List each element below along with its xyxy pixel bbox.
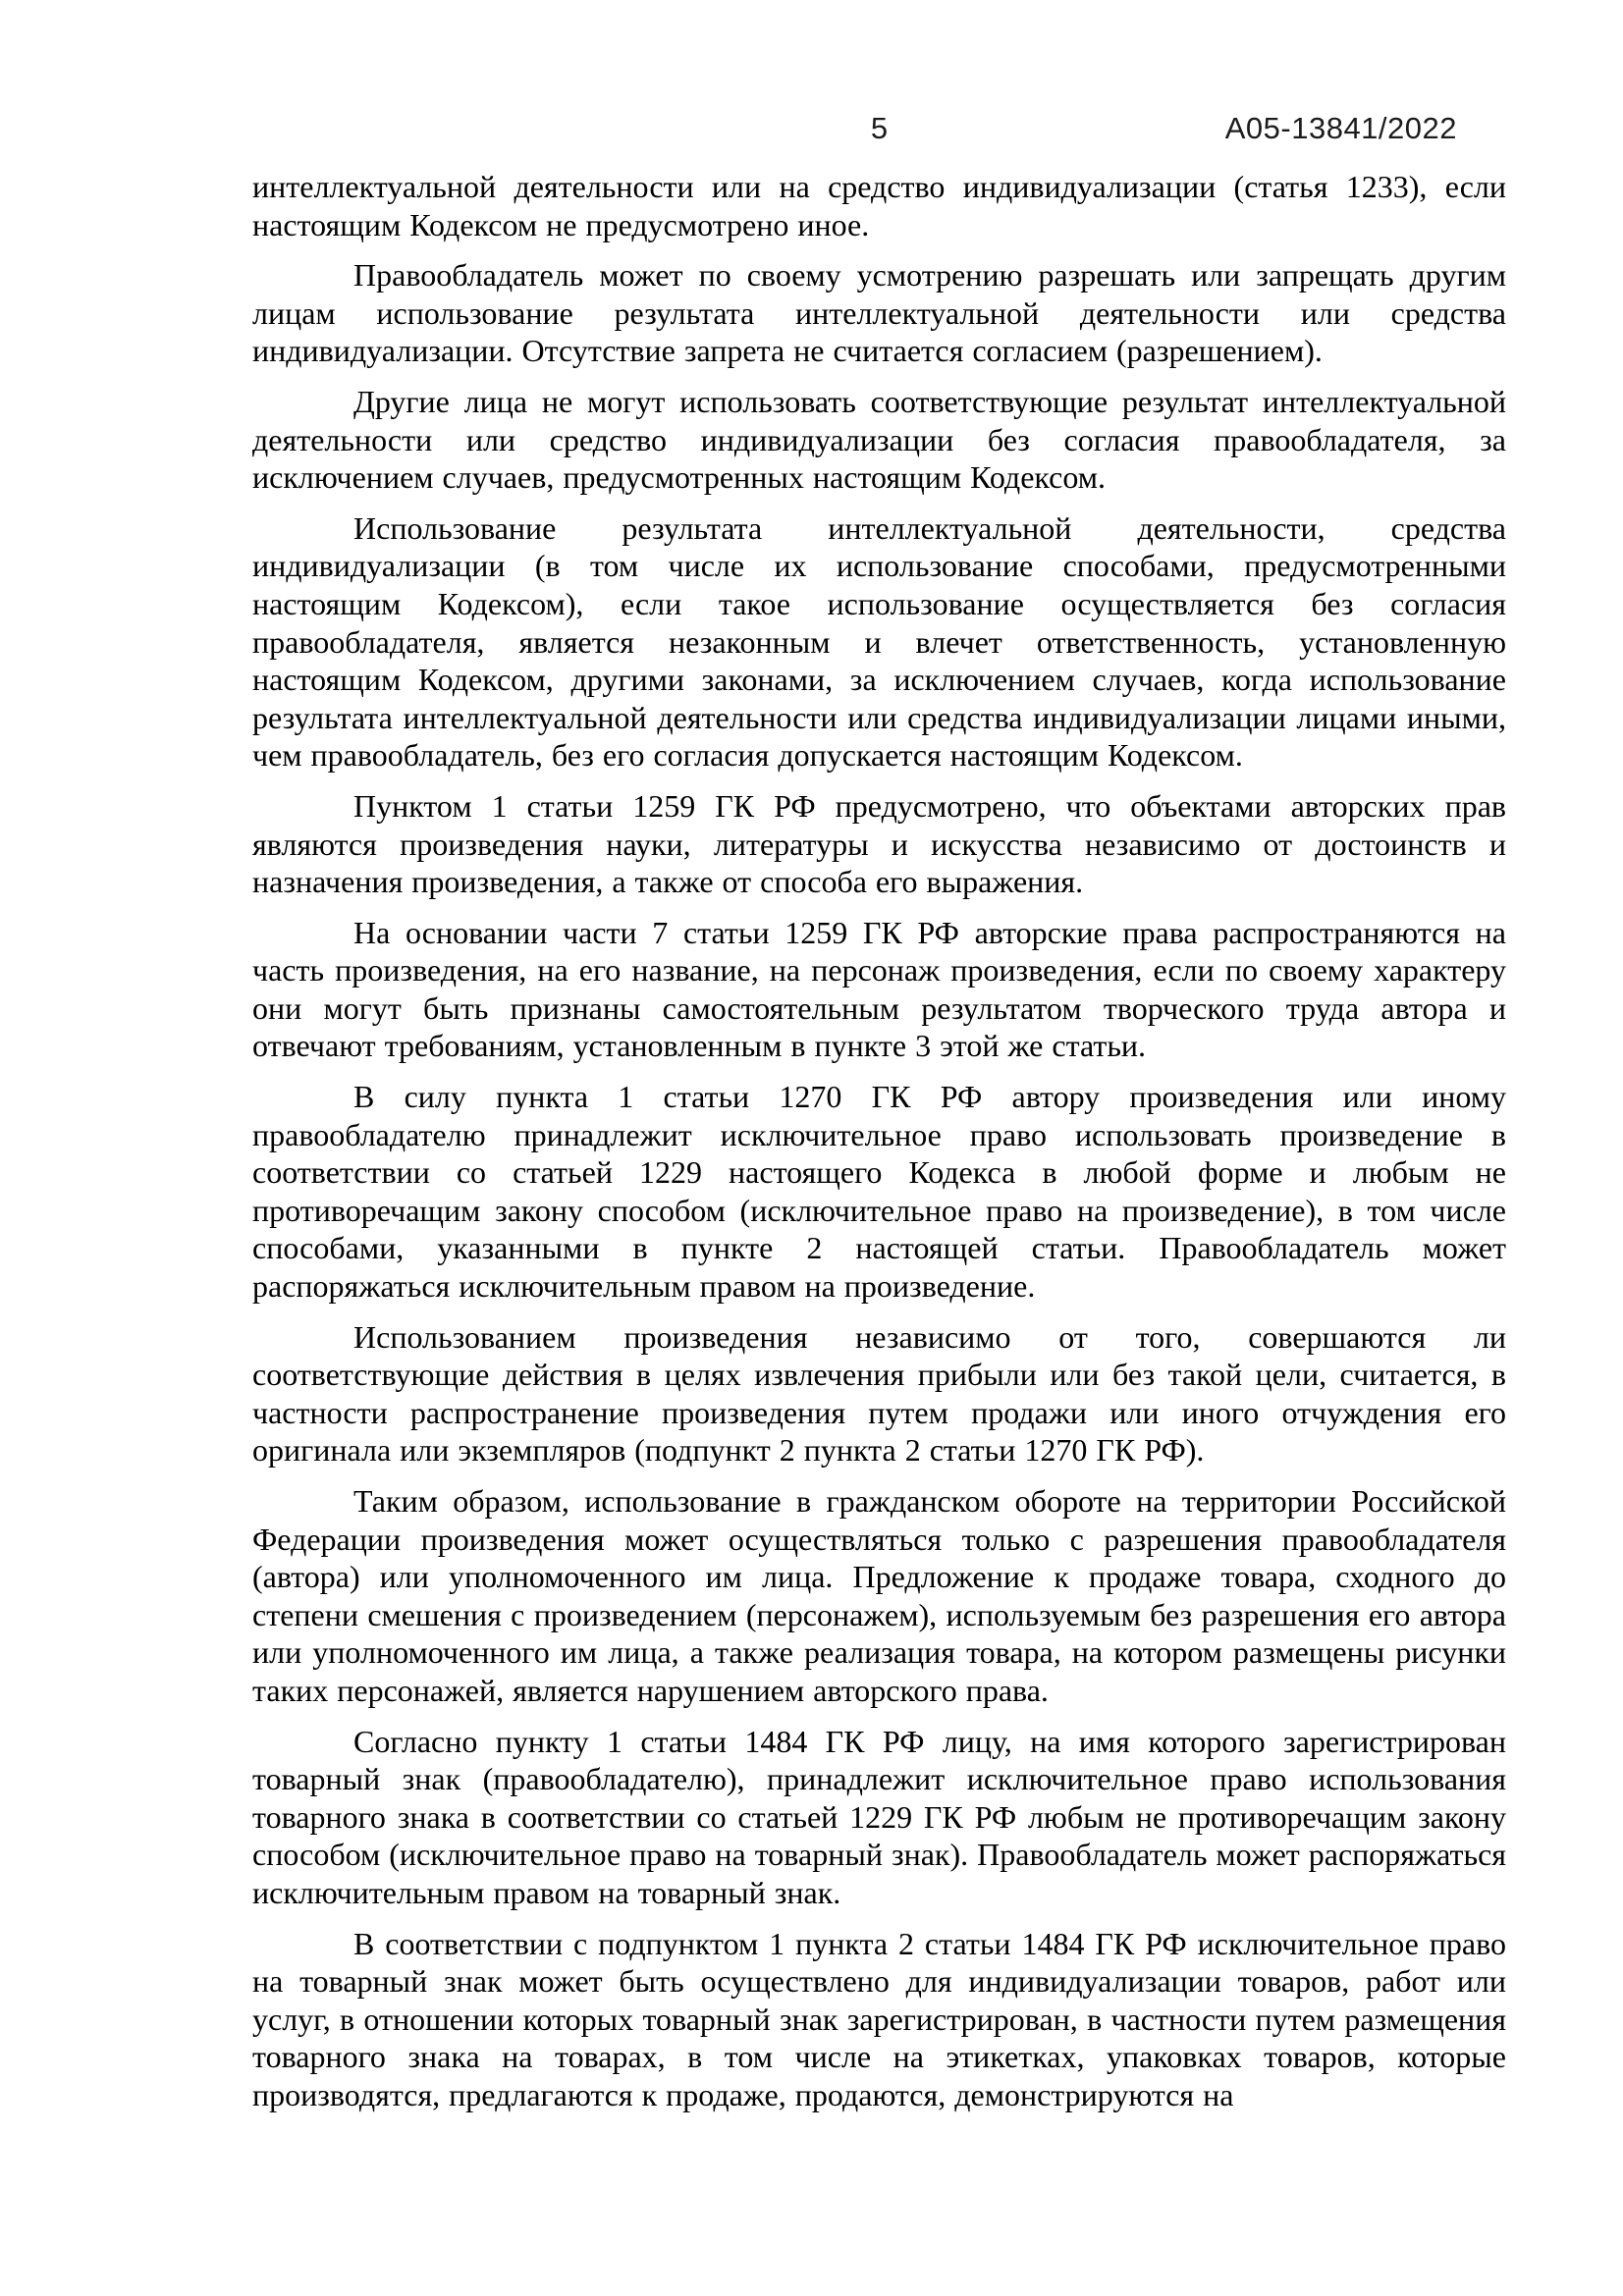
- case-number: А05-13841/2022: [1224, 111, 1457, 145]
- paragraph: В соответствии с подпунктом 1 пункта 2 статьи 1484 ГК РФ исключительное право на товарный знак может быть осуществлено для индивидуализации товаров, работ или услуг, в отношении которых товарный знак зарегистрирован, в частности путем размещения товарного знака на товарах, в том числе на этикетках, упаковках товаров, которые производятся, предлагаются к продаже, продаются, демонстрируются на: [252, 1925, 1506, 2112]
- page-number: 5: [870, 111, 889, 145]
- paragraph: Использование результата интеллектуальной деятельности, средства индивидуализации (в том числе их использование способами, предусмотренными настоящим Кодексом), если такое использование осуществляется без согласия правообладателя, является незаконным и влечет ответственность, установленную настоящим Кодексом, другими законами, за исключением случаев, когда использование результата интеллектуальной деятельности или средства индивидуализации лицами иными, чем правообладатель, без его согласия допускается настоящим Кодексом.: [252, 509, 1506, 774]
- page-header: [252, 112, 1506, 151]
- paragraph: На основании части 7 статьи 1259 ГК РФ авторские права распространяются на часть произведения, на его название, на персонаж произведения, если по своему характеру они могут быть признаны самостоятельным результатом творческого труда автора и отвечают требованиям, установленным в пункте 3 этой же статьи.: [252, 914, 1506, 1064]
- paragraph-continuation: интеллектуальной деятельности или на средство индивидуализации (статья 1233), если настоящим Кодексом не предусмотрено иное.: [252, 169, 1506, 242]
- document-body: [252, 168, 1506, 2127]
- paragraph: Правообладатель может по своему усмотрению разрешать или запрещать другим лицам использование результата интеллектуальной деятельности или средства индивидуализации. Отсутствие запрета не считается согласием (разрешением).: [252, 257, 1506, 369]
- paragraph: Таким образом, использование в гражданском обороте на территории Российской Федерации произведения может осуществляться только с разрешения правообладателя (автора) или уполномоченного им лица. Предложение к продаже товара, сходного до степени смешения с произведением (персонажем), используемым без разрешения его автора или уполномоченного им лица, а также реализация товара, на котором размещены рисунки таких персонажей, является нарушением авторского права.: [252, 1483, 1506, 1708]
- paragraph: Другие лица не могут использовать соответствующие результат интеллектуальной деятельности или средство индивидуализации без согласия правообладателя, за исключением случаев, предусмотренных настоящим Кодексом.: [252, 383, 1506, 496]
- paragraph: Согласно пункту 1 статьи 1484 ГК РФ лицу, на имя которого зарегистрирован товарный знак (правообладателю), принадлежит исключительное право использования товарного знака в соответствии со статьей 1229 ГК РФ любым не противоречащим закону способом (исключительное право на товарный знак). Правообладатель может распоряжаться исключительным правом на товарный знак.: [252, 1723, 1506, 1910]
- paragraph: В силу пункта 1 статьи 1270 ГК РФ автору произведения или иному правообладателю принадлежит исключительное право использовать произведение в соответствии со статьей 1229 настоящего Кодекса в любой форме и любым не противоречащим закону способом (исключительное право на произведение), в том числе способами, указанными в пункте 2 настоящей статьи. Правообладатель может распоряжаться исключительным правом на произведение.: [252, 1079, 1506, 1305]
- paragraph: Использованием произведения независимо от того, совершаются ли соответствующие действия в целях извлечения прибыли или без такой цели, считается, в частности распространение произведения путем продажи или иного отчуждения его оригинала или экземпляров (подпункт 2 пункта 2 статьи 1270 ГК РФ).: [252, 1318, 1506, 1468]
- paragraph: Пунктом 1 статьи 1259 ГК РФ предусмотрено, что объектами авторских прав являются произведения науки, литературы и искусства независимо от достоинств и назначения произведения, а также от способа его выражения.: [252, 787, 1506, 900]
